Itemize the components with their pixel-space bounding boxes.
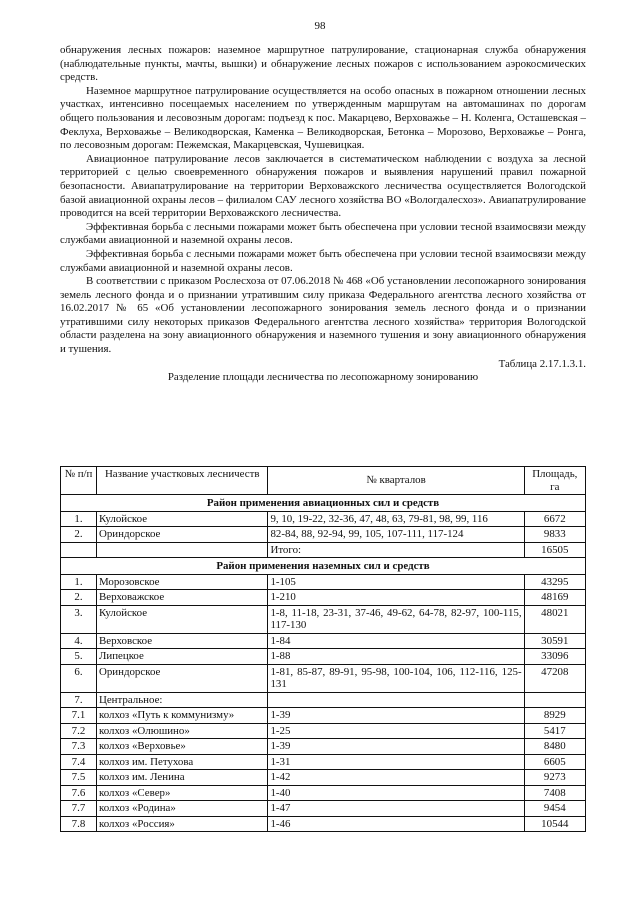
cell-quarters: 1-25 [268,723,524,739]
table-number: Таблица 2.17.1.3.1. [498,357,586,370]
table-row [61,708,586,724]
cell-num: 7. [61,692,97,708]
cell-quarters: 1-47 [268,801,524,817]
table-row [61,816,586,832]
cell-num: 7.3 [61,739,97,755]
cell-area: 5417 [524,723,585,739]
cell-quarters: 1-39 [268,739,524,755]
cell-num: 4. [61,633,97,649]
cell-name: Верховское [96,633,267,649]
paragraph: Наземное маршрутное патрулирование осуществляется на особо опасных в пожарном отношении лесных участках, интенсивно посещаемых населением по утвержденным маршрутам на автомашинах по дорогам общего пользования и лесовозным дорогам: подъезд к пос. Макарцево, Верховажье – Н. Коленга, Осташевская – Феклуха, Верховажье – Великодворская, Каменка – Великодворская, Бетонка – Морозово, Верховажье – Ронга, по лесовозным дорогам: Пежемская, Макарцевская, Чушевицкая. [60,84,586,152]
cell-name: колхоз «Верховье» [96,739,267,755]
cell-num: 7.6 [61,785,97,801]
cell-quarters: 1-46 [268,816,524,832]
cell-area: 10544 [524,816,585,832]
cell-name: колхоз им. Петухова [96,754,267,770]
cell-name: колхоз «Родина» [96,801,267,817]
cell-name: колхоз «Север» [96,785,267,801]
cell-num: 7.7 [61,801,97,817]
cell-area: 43295 [524,574,585,590]
section-row [61,558,586,575]
cell-quarters: 1-105 [268,574,524,590]
table-row [61,801,586,817]
table-row [61,754,586,770]
table-row [61,785,586,801]
total-label: Итого: [268,542,524,558]
cell-num: 2. [61,590,97,606]
page-number: 98 [314,20,326,32]
table-row [61,692,586,708]
table-row [61,770,586,786]
cell-name: Кулойское [96,511,267,527]
paragraph: Эффективная борьба с лесными пожарами может быть обеспечена при условии тесной взаимосвязи между службами авиационной и наземной охраны лесов. [60,220,586,247]
total-value: 16505 [524,542,585,558]
cell-num: 1. [61,511,97,527]
cell-quarters: 1-81, 85-87, 89-91, 95-98, 100-104, 106, 112-116, 125-131 [268,664,524,692]
cell-quarters: 1-40 [268,785,524,801]
cell-quarters: 1-42 [268,770,524,786]
cell-area: 9454 [524,801,585,817]
cell-quarters: 1-84 [268,633,524,649]
section-ground-title: Район применения наземных сил и средств [61,558,586,575]
paragraph: Авиационное патрулирование лесов заключается в систематическом наблюдении с воздуха за лесной территорией с целью своевременного обнаружения пожаров и выявления нарушений правил пожарной безопасности. Авиапатрулирование на территории Верховажского лесничества осуществляется Вологодской базой авиационной охраны лесов – филиалом САУ лесного хозяйства ВО «Вологдалесхоз». Авиапатрулирование проводится на всей территории Верховажского лесничества. [60,152,586,220]
cell-area: 6672 [524,511,585,527]
cell-area: 9273 [524,770,585,786]
table-row [61,633,586,649]
cell-name: Ориндорское [96,527,267,543]
table-row [61,511,586,527]
cell-name: Морозовское [96,574,267,590]
cell-num: 7.2 [61,723,97,739]
paragraph: Эффективная борьба с лесными пожарами может быть обеспечена при условии тесной взаимосвязи между службами авиационной и наземной охраны лесов. [60,247,586,274]
cell-quarters: 1-210 [268,590,524,606]
header-area: Площадь, га [524,467,585,495]
cell-name: колхоз «Олюшино» [96,723,267,739]
header-num: № п/п [61,467,97,495]
cell-name: Центральное: [96,692,267,708]
table-row [61,527,586,543]
cell-name: колхоз «Путь к коммунизму» [96,708,267,724]
cell-name: Липецкое [96,649,267,665]
cell-empty [61,542,97,558]
cell-num: 7.5 [61,770,97,786]
cell-area: 30591 [524,633,585,649]
cell-area: 48169 [524,590,585,606]
table-row [61,590,586,606]
cell-quarters: 1-8, 11-18, 23-31, 37-46, 49-62, 64-78, 82-97, 100-115, 117-130 [268,605,524,633]
table-row [61,723,586,739]
cell-quarters: 1-88 [268,649,524,665]
cell-name: колхоз «Россия» [96,816,267,832]
cell-num: 7.1 [61,708,97,724]
cell-area: 7408 [524,785,585,801]
zoning-table [60,466,586,832]
table-row [61,605,586,633]
cell-quarters [268,692,524,708]
cell-area: 8929 [524,708,585,724]
cell-area: 9833 [524,527,585,543]
paragraph: В соответствии с приказом Рослесхоза от 07.06.2018 № 468 «Об установлении лесопожарного зонирования земель лесного фонда и о признании утратившим силу приказа Федерального агентства лесного хозяйства от 16.02.2017 № 65 «Об установлении лесопожарного зонирования земель лесного фонда и о признании утратившими силу некоторых приказов Федерального агентства лесного хозяйства» территория Вологодской области разделена на зону авиационного обнаружения и наземного тушения и зону авиационного обнаружения и тушения. [60,275,586,356]
total-row [61,542,586,558]
cell-num: 6. [61,664,97,692]
cell-area: 47208 [524,664,585,692]
cell-area: 6605 [524,754,585,770]
cell-num: 3. [61,605,97,633]
cell-area: 33096 [524,649,585,665]
cell-num: 7.4 [61,754,97,770]
cell-num: 2. [61,527,97,543]
cell-num: 1. [61,574,97,590]
section-aviation-title: Район применения авиационных сил и средств [61,495,586,512]
table-header-row [61,467,586,495]
paragraph: обнаружения лесных пожаров: наземное маршрутное патрулирование, стационарная служба обнаружения (наблюдательные пункты, мачты, вышки) и обнаружение лесных пожаров с использованием аэрокосмических средств. [60,44,586,84]
cell-num: 7.8 [61,816,97,832]
cell-quarters: 1-31 [268,754,524,770]
section-row [61,495,586,512]
cell-num: 5. [61,649,97,665]
cell-quarters: 82-84, 88, 92-94, 99, 105, 107-111, 117-124 [268,527,524,543]
cell-name: колхоз им. Ленина [96,770,267,786]
cell-area: 48021 [524,605,585,633]
cell-empty [96,542,267,558]
body-text [60,44,586,385]
cell-name: Верховажское [96,590,267,606]
table-row [61,664,586,692]
cell-name: Кулойское [96,605,267,633]
table-row [61,649,586,665]
cell-area: 8480 [524,739,585,755]
table-row [61,574,586,590]
cell-quarters: 9, 10, 19-22, 32-36, 47, 48, 63, 79-81, 98, 99, 116 [268,511,524,527]
table-title: Разделение площади лесничества по лесопожарному зонированию [167,371,479,384]
header-quarters: № кварталов [268,467,524,495]
header-name: Название участковых лесничеств [96,467,267,495]
table-row [61,739,586,755]
cell-quarters: 1-39 [268,708,524,724]
cell-name: Ориндорское [96,664,267,692]
cell-area [524,692,585,708]
